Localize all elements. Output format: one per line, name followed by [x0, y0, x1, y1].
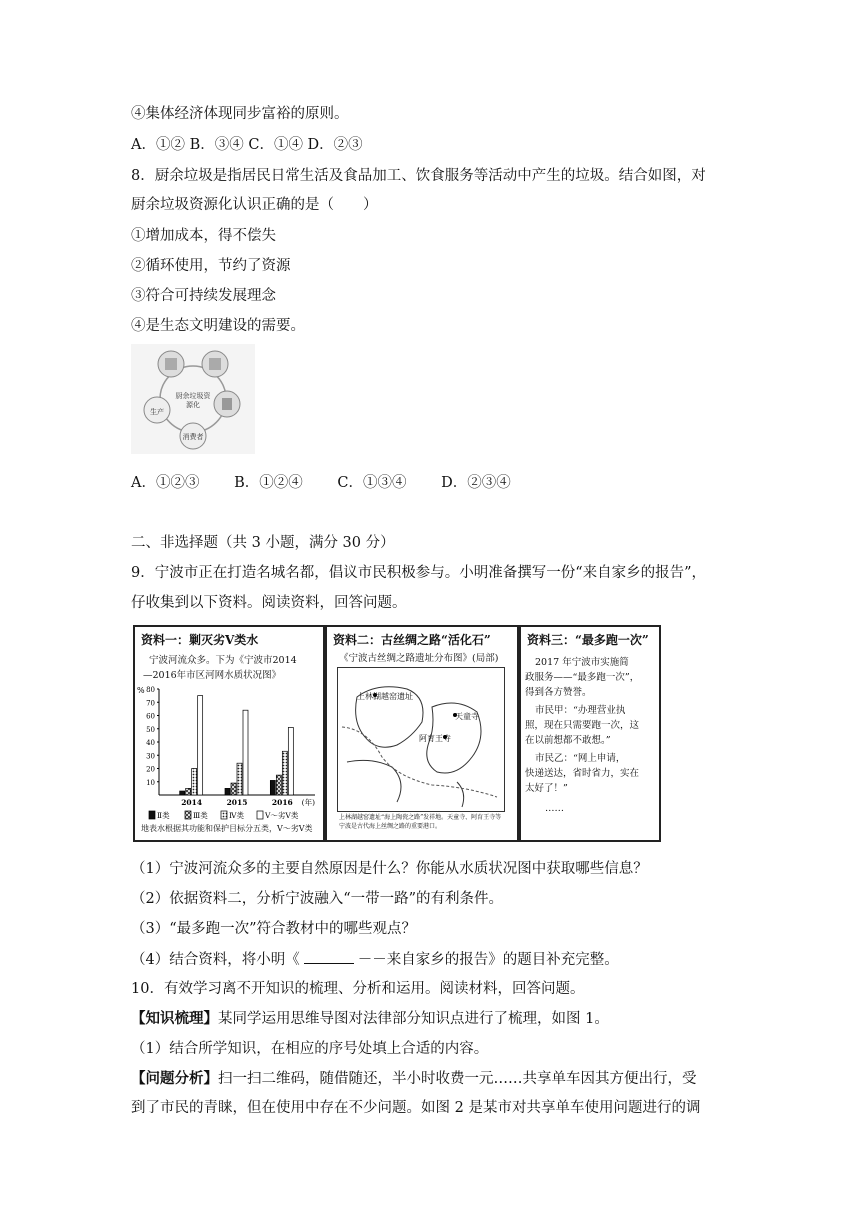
q8-option-4: ④是生态文明建设的需要。	[131, 318, 305, 334]
analysis-text: 扫一扫二维码，随借随还，半小时收费一元……共享单车因其方便出行，受	[218, 1071, 697, 1087]
bar	[180, 791, 185, 795]
figure-center-label: 厨余垃圾资源化	[175, 392, 211, 409]
q9-stem-1: 9．宁波市正在打造名城名都，倡议市民积极参与。小明准备撰写一份“来自家乡的报告”，	[131, 565, 707, 581]
q9-sub-2: （2）依据资料二，分析宁波融入“一带一路”的有利条件。	[131, 891, 504, 907]
analysis-tag: 【问题分析】	[131, 1070, 218, 1087]
q8-stem-1: 8．厨余垃圾是指居民日常生活及食品加工、饮食服务等活动中产生的垃圾。结合如图，对	[131, 168, 706, 184]
water-quality-chart	[135, 683, 323, 833]
material-3-line-9: 太好了！”	[525, 783, 568, 794]
x-tick-label: 2016	[271, 798, 293, 807]
q8-choices	[131, 473, 541, 493]
bar	[225, 788, 230, 795]
y-tick-label: 30	[146, 752, 155, 761]
material-3-line-8: 快递送达，省时省力，实在	[525, 768, 640, 779]
material-2-footnote-2: 宁波是古代海上丝绸之路的重要港口。	[339, 823, 442, 830]
map-label-site-2: 天童寺	[455, 712, 479, 721]
q9-sub-4	[131, 949, 619, 970]
q7-choices: A．①② B．③④ C．①④ D．②③	[131, 137, 363, 153]
bar	[282, 751, 287, 795]
legend-label: Ⅲ类	[193, 811, 208, 820]
bar	[231, 783, 236, 795]
material-3-line-6: 在以前想都不敢想。”	[525, 735, 611, 746]
bar	[198, 696, 203, 795]
answer-blank[interactable]	[304, 949, 354, 964]
material-3-line-3: 得到各方赞誉。	[525, 687, 592, 698]
q8-option-1: ①增加成本，得不偿失	[131, 228, 276, 244]
bar	[276, 775, 281, 795]
material-3-line-7: 市民乙：“网上申请，	[535, 753, 626, 764]
q9-sub-4-suffix: －－来自家乡的报告》的题目补充完整。	[357, 952, 619, 968]
bar	[243, 710, 248, 795]
material-1-panel	[133, 625, 325, 842]
map-label-site-1: 上林湖越窑遗址	[357, 692, 413, 701]
legend-label: Ⅴ～劣Ⅴ类	[265, 811, 299, 820]
q9-sub-4-prefix: （4）结合资料，将小明《	[131, 952, 300, 968]
material-3-panel	[519, 625, 661, 842]
q9-sub-3: （3）“最多跑一次”符合教材中的哪些观点？	[131, 921, 417, 937]
y-tick-label: 10	[146, 778, 155, 787]
material-3-line-10: ……	[545, 803, 564, 814]
q8-option-3: ③符合可持续发展理念	[131, 288, 276, 304]
q8-choice-a: A．①②③	[131, 475, 200, 491]
bar	[288, 727, 293, 795]
figure-bottom-label: 消费者	[182, 433, 204, 441]
map-label-site-3: 阿育王寺	[419, 734, 451, 743]
legend-label: Ⅱ类	[157, 811, 170, 820]
material-2-desc: 《宁波古丝绸之路遗址分布图》(局部)	[339, 653, 499, 664]
q8-choice-c: C．①③④	[337, 475, 407, 491]
q8-choice-b: B．①②④	[234, 475, 303, 491]
x-axis-label: (年)	[301, 798, 315, 807]
statement-4: ④集体经济体现同步富裕的原则。	[131, 106, 349, 122]
q8-option-2: ②循环使用，节约了资源	[131, 258, 291, 274]
material-2-footnote-1: 上林湖越窑遗址“海上陶瓷之路”发祥地。天童寺、阿育王寺等	[339, 814, 502, 821]
material-3-line-4: 市民甲：“办理营业执	[535, 705, 626, 716]
q9-stem-2: 仔收集到以下资料。阅读资料，回答问题。	[131, 595, 407, 611]
figure-left-label: 生产	[150, 408, 164, 416]
bar	[192, 769, 197, 796]
kitchen-waste-cycle-figure	[131, 344, 255, 454]
material-2-panel	[325, 625, 519, 842]
y-tick-label: 20	[146, 765, 155, 774]
bar	[237, 763, 242, 795]
material-2-title: 资料二：古丝绸之路“活化石”	[333, 633, 491, 647]
material-3-line-2: 政服务——“最多跑一次”，	[525, 672, 640, 683]
y-tick-label: 60	[146, 712, 155, 721]
q8-choice-d: D．②③④	[441, 475, 511, 491]
q10-analysis-2: 到了市民的青睐，但在使用中存在不少问题。如图 2 是某市对共享单车使用问题进行的调	[131, 1100, 701, 1116]
section-2-heading: 二、非选择题（共 3 小题，满分 30 分）	[131, 535, 395, 551]
q10-analysis	[131, 1069, 697, 1089]
legend-label: Ⅳ类	[229, 811, 244, 820]
q8-stem-2: 厨余垃圾资源化认识正确的是（ ）	[131, 197, 378, 213]
y-unit-label: %	[137, 686, 145, 695]
y-tick-label: 40	[146, 739, 155, 747]
material-3-line-5: 照，现在只需要跑一次，这	[525, 720, 640, 731]
material-3-title: 资料三：“最多跑一次”	[527, 633, 649, 647]
legend-swatch	[149, 811, 155, 819]
material-1-footnote: 地表水根据其功能和保护目标分五类，Ⅴ～劣Ⅴ类	[141, 824, 313, 833]
q9-sub-1: （1）宁波河流众多的主要自然原因是什么？你能从水质状况图中获取哪些信息？	[131, 861, 648, 877]
material-1-desc-2: —2016年市区河网水质状况图》	[143, 670, 282, 681]
q10-knowledge	[131, 1009, 609, 1029]
legend-swatch	[257, 811, 263, 819]
y-tick-label: 50	[146, 725, 155, 734]
q10-sub-1: （1）结合所学知识，在相应的序号处填上合适的内容。	[131, 1041, 489, 1057]
legend-swatch	[221, 811, 227, 819]
knowledge-tag: 【知识梳理】	[131, 1010, 218, 1027]
y-tick-label: 80	[146, 686, 155, 694]
knowledge-text: 某同学运用思维导图对法律部分知识点进行了梳理，如图 1。	[218, 1011, 609, 1027]
bar	[270, 780, 275, 795]
q10-stem: 10．有效学习离不开知识的梳理、分析和运用。阅读材料，回答问题。	[131, 981, 585, 997]
material-3-line-1: 2017 年宁波市实施简	[535, 657, 629, 668]
x-tick-label: 2014	[181, 798, 203, 807]
legend-swatch	[185, 811, 191, 819]
x-tick-label: 2015	[226, 798, 248, 807]
material-1-desc-1: 宁波河流众多。下为《宁波市2014	[149, 655, 297, 666]
bar	[186, 788, 191, 795]
material-1-title: 资料一：剿灭劣Ⅴ类水	[141, 633, 259, 647]
y-tick-label: 70	[146, 699, 155, 708]
